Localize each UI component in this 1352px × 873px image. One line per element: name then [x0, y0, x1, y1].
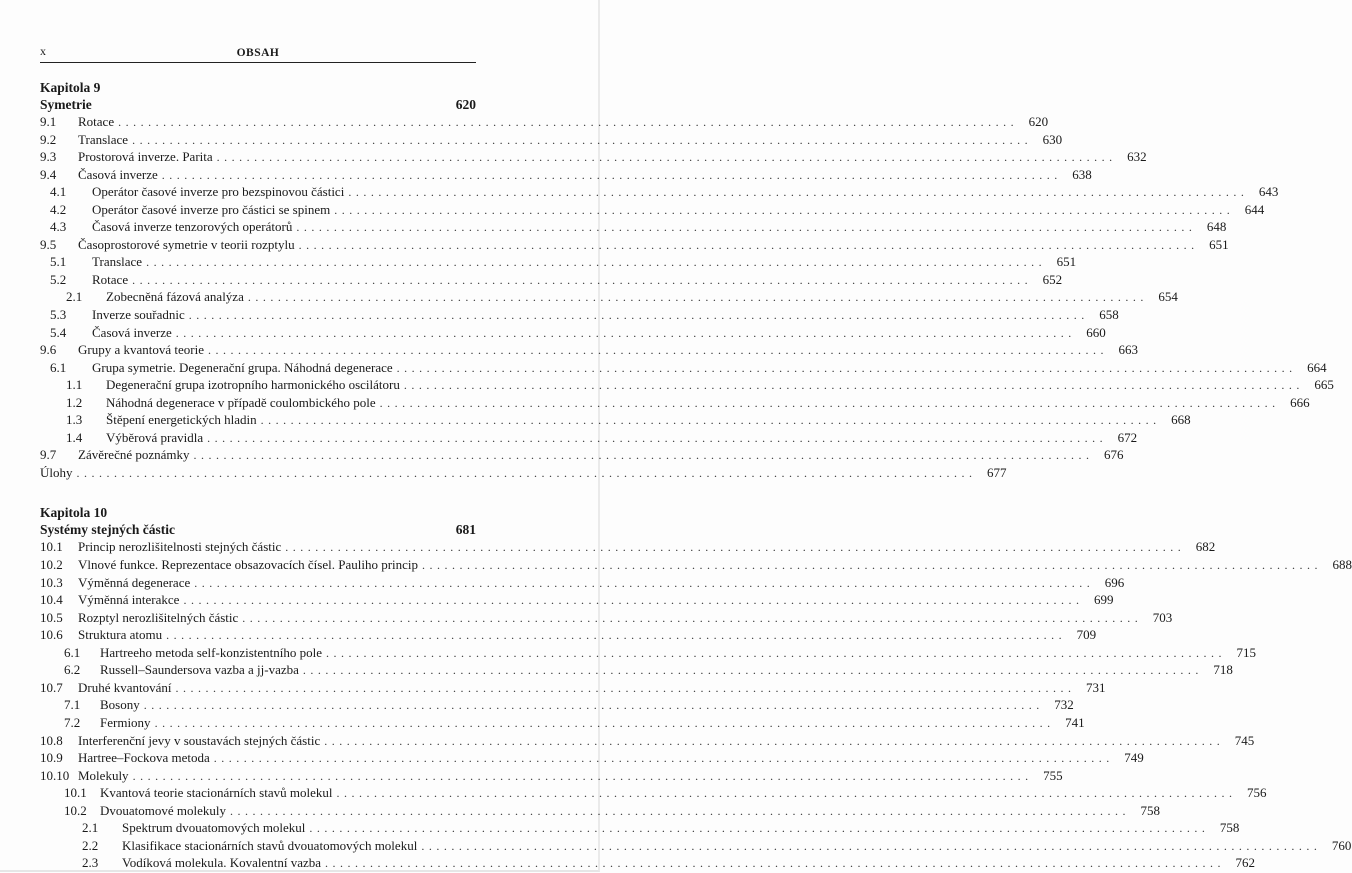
dot-leader: ........................................................................................................................ — [422, 558, 1323, 573]
entry-page: 718 — [1213, 662, 1233, 678]
dot-leader: ........................................................................................................................ — [183, 593, 1084, 608]
entry-number: 10.10 — [40, 767, 70, 783]
toc-entry[interactable] — [40, 359, 1327, 377]
entry-page: 682 — [1195, 539, 1216, 555]
dot-leader: ........................................................................................................................ — [146, 255, 1047, 270]
entry-page: 643 — [1258, 184, 1279, 200]
entry-title: Štěpení energetických hladin — [106, 412, 257, 428]
entry-number: 9.1 — [40, 114, 57, 129]
dot-leader: ........................................................................................................................ — [247, 290, 1148, 305]
dot-leader: ........................................................................................................................ — [242, 610, 1143, 625]
entry-number: 9.4 — [40, 166, 57, 182]
toc-entry[interactable] — [40, 218, 1227, 236]
entry-page: 703 — [1152, 609, 1173, 625]
dot-leader: ........................................................................................................................ — [193, 448, 1094, 463]
entry-page: 648 — [1206, 219, 1227, 235]
chapter-entries — [40, 113, 1334, 481]
toc-entry[interactable] — [40, 749, 1144, 767]
toc-entry[interactable] — [40, 306, 1119, 324]
entry-number: 4.1 — [50, 184, 67, 200]
toc-entry[interactable] — [40, 376, 1334, 394]
dot-leader: ........................................................................................................................ — [379, 395, 1280, 410]
entry-title: Grupy a kvantová teorie — [78, 342, 204, 358]
entry-number: 9.3 — [40, 149, 57, 165]
entry-page: 731 — [1086, 679, 1106, 695]
entry-title: Druhé kvantování — [78, 679, 172, 695]
entry-title: Vodíková molekula. Kovalentní vazba — [122, 855, 322, 871]
dot-leader: ........................................................................................................................ — [154, 715, 1055, 730]
entry-number: 1.4 — [66, 429, 83, 445]
toc-entry[interactable] — [40, 679, 1106, 697]
chapter-gap — [40, 481, 476, 505]
entry-page: 651 — [1209, 236, 1229, 252]
toc-entry[interactable] — [40, 661, 1233, 679]
entry-title: Vlnové funkce. Reprezentace obsazovacích čísel. Pauliho princip — [78, 557, 419, 573]
entry-title: Zobecněná fázová analýza — [106, 289, 244, 305]
entry-number: 2.1 — [66, 289, 83, 305]
chapter-10 — [40, 505, 1352, 871]
dot-leader: ........................................................................................................................ — [132, 132, 1033, 147]
dot-leader: ........................................................................................................................ — [403, 378, 1304, 393]
entry-page: 651 — [1056, 254, 1077, 270]
chapter-label: Kapitola 10 — [40, 505, 108, 521]
entry-number: 10.5 — [40, 609, 63, 625]
toc-entry[interactable] — [40, 854, 1256, 872]
toc-entry[interactable] — [40, 288, 1178, 306]
entry-number: 5.1 — [50, 254, 67, 270]
entry-page: 758 — [1140, 802, 1161, 818]
entry-number: 2.1 — [82, 820, 99, 836]
dot-leader: ........................................................................................................................ — [213, 751, 1114, 766]
entry-number: 10.7 — [40, 679, 63, 695]
toc-entry[interactable] — [40, 271, 1063, 289]
dot-leader: ........................................................................................................................ — [175, 680, 1076, 695]
entry-title: Závěrečné poznámky — [78, 447, 190, 463]
entry-title: Klasifikace stacionárních stavů dvouatomových molekul — [122, 837, 418, 853]
dot-leader: ........................................................................................................................ — [76, 465, 977, 480]
entry-page: 620 — [1028, 114, 1049, 129]
dot-leader: ........................................................................................................................ — [396, 360, 1297, 375]
entry-page: 658 — [1099, 307, 1119, 323]
dot-leader: ........................................................................................................................ — [230, 803, 1131, 818]
entry-number: 9.6 — [40, 342, 57, 358]
entry-number: 1.2 — [66, 394, 83, 410]
toc-entry[interactable] — [40, 201, 1265, 219]
entry-title: Grupa symetrie. Degenerační grupa. Náhodná degenerace — [92, 359, 393, 375]
toc-entry[interactable] — [40, 341, 1138, 359]
entry-title: Translace — [78, 131, 129, 147]
entry-page: 709 — [1076, 627, 1097, 643]
entry-page: 630 — [1042, 131, 1063, 147]
entry-page: 654 — [1158, 289, 1178, 305]
entry-page: 755 — [1043, 767, 1063, 783]
entry-number: 10.4 — [40, 592, 63, 608]
entry-page: 666 — [1290, 394, 1310, 410]
chapter-page: 681 — [455, 522, 476, 538]
toc-entry[interactable] — [40, 394, 1310, 412]
toc-entry[interactable] — [40, 236, 1229, 254]
entry-number: 9.2 — [40, 131, 57, 147]
dot-leader: ........................................................................................................................ — [334, 202, 1235, 217]
toc-entry[interactable] — [40, 429, 1138, 447]
dot-leader: ........................................................................................................................ — [132, 272, 1033, 287]
toc-entry[interactable] — [40, 591, 1114, 609]
toc-entry[interactable] — [40, 113, 1049, 131]
dot-leader: ........................................................................................................................ — [302, 663, 1203, 678]
entry-title: Fermiony — [100, 714, 151, 730]
toc-entry[interactable] — [40, 556, 1352, 574]
entry-number: 7.1 — [64, 697, 81, 713]
toc-entry[interactable] — [40, 324, 1106, 342]
toc-entry[interactable] — [40, 784, 1267, 802]
entry-title: Princip nerozlišitelnosti stejných částic — [78, 539, 282, 555]
entry-page: 696 — [1104, 574, 1125, 590]
toc-entry[interactable] — [40, 767, 1063, 785]
entry-page: 676 — [1104, 447, 1124, 463]
entry-number: 10.1 — [64, 785, 87, 801]
running-header — [40, 40, 476, 63]
toc-entry[interactable] — [40, 644, 1257, 662]
entry-title: Rotace — [92, 271, 129, 287]
entry-page: 664 — [1307, 359, 1327, 375]
dot-leader: ........................................................................................................................ — [166, 628, 1067, 643]
dot-leader: ........................................................................................................................ — [132, 768, 1033, 783]
dot-leader: ........................................................................................................................ — [298, 237, 1199, 252]
entry-page: 638 — [1072, 166, 1092, 182]
entry-page: 644 — [1244, 201, 1265, 217]
entry-title: Úlohy — [40, 464, 73, 480]
entry-title: Russell–Saundersova vazba a jj-vazba — [100, 662, 299, 678]
dot-leader: ........................................................................................................................ — [326, 645, 1227, 660]
entry-title: Výběrová pravidla — [106, 429, 204, 445]
entry-title: Dvouatomové molekuly — [100, 802, 227, 818]
entry-number: 10.2 — [64, 802, 87, 818]
entry-title: Rozptyl nerozlišitelných částic — [78, 609, 239, 625]
entry-title: Časová inverze — [78, 166, 158, 182]
entry-number: 2.2 — [82, 837, 99, 853]
entry-page: 749 — [1124, 750, 1144, 766]
dot-leader: ........................................................................................................................ — [207, 343, 1108, 358]
chapter-page: 620 — [455, 97, 476, 112]
entry-title: Časová inverze tenzorových operátorů — [92, 219, 293, 235]
entry-page: 762 — [1235, 855, 1256, 871]
entry-title: Degenerační grupa izotropního harmonického oscilátoru — [106, 377, 400, 393]
entry-page: 668 — [1171, 412, 1191, 428]
entry-number: 4.2 — [50, 201, 67, 217]
chapter-label: Kapitola 9 — [40, 80, 101, 95]
dot-leader: ........................................................................................................................ — [296, 220, 1197, 235]
entry-number: 10.3 — [40, 574, 63, 590]
dot-leader: ........................................................................................................................ — [309, 821, 1210, 836]
chapter-title-row — [40, 96, 476, 113]
entry-page: 677 — [987, 464, 1007, 480]
dot-leader: ........................................................................................................................ — [161, 167, 1062, 182]
entry-title: Translace — [92, 254, 143, 270]
entry-number: 6.1 — [50, 359, 67, 375]
entry-number: 2.3 — [82, 855, 99, 871]
chapter-title: Systémy stejných částic — [40, 522, 175, 538]
entry-page: 760 — [1331, 837, 1352, 853]
dot-leader: ........................................................................................................................ — [260, 413, 1161, 428]
entry-title: Kvantová teorie stacionárních stavů molekul — [100, 785, 333, 801]
dot-leader: ........................................................................................................................ — [285, 540, 1186, 555]
toc-entry[interactable] — [40, 696, 1074, 714]
entry-number: 10.8 — [40, 732, 63, 748]
entry-page: 660 — [1086, 324, 1106, 340]
entry-page: 745 — [1234, 732, 1255, 748]
entry-number: 5.3 — [50, 307, 67, 323]
entry-page: 665 — [1314, 377, 1334, 393]
entry-number: 6.1 — [64, 644, 81, 660]
dot-leader: ........................................................................................................................ — [188, 308, 1089, 323]
entry-title: Rotace — [78, 114, 115, 129]
toc-entry[interactable] — [40, 183, 1279, 201]
chapter-title: Symetrie — [40, 97, 92, 112]
toc-entry[interactable] — [40, 148, 1147, 166]
dot-leader: ........................................................................................................................ — [175, 325, 1076, 340]
dot-leader: ........................................................................................................................ — [336, 786, 1237, 801]
dot-leader: ........................................................................................................................ — [207, 430, 1108, 445]
toc-entry[interactable] — [40, 253, 1077, 271]
toc-entry[interactable] — [40, 802, 1161, 820]
entry-page: 632 — [1127, 149, 1147, 165]
entry-title: Inverze souřadnic — [92, 307, 185, 323]
toc-entry[interactable] — [40, 609, 1173, 627]
entry-number: 9.7 — [40, 447, 57, 463]
entry-title: Časoprostorové symetrie v teorii rozptylu — [78, 236, 295, 252]
entry-title: Výměnná degenerace — [78, 574, 191, 590]
entry-page: 715 — [1236, 644, 1257, 660]
toc-entry[interactable] — [40, 626, 1097, 644]
entry-number: 6.2 — [64, 662, 81, 678]
toc-entry[interactable] — [40, 837, 1352, 855]
entry-title: Struktura atomu — [78, 627, 163, 643]
dot-leader: ........................................................................................................................ — [194, 575, 1095, 590]
running-title: OBSAH — [236, 47, 280, 59]
entry-page: 688 — [1332, 557, 1352, 573]
toc-entry[interactable] — [40, 446, 1124, 464]
dot-leader: ........................................................................................................................ — [325, 856, 1226, 871]
entry-title: Hartree–Fockova metoda — [78, 750, 210, 766]
toc-entry[interactable] — [40, 166, 1092, 184]
entry-number: 1.3 — [66, 412, 83, 428]
entry-number: 10.9 — [40, 750, 63, 766]
chapter-9 — [40, 80, 1334, 481]
entry-number: 10.6 — [40, 627, 63, 643]
entry-title: Interferenční jevy v soustavách stejných částic — [78, 732, 321, 748]
dot-leader: ........................................................................................................................ — [143, 698, 1044, 713]
entry-page: 699 — [1093, 592, 1114, 608]
toc-entry[interactable] — [40, 819, 1240, 837]
entry-title: Prostorová inverze. Parita — [78, 149, 213, 165]
chapter-title-row — [40, 521, 476, 538]
entry-number: 10.1 — [40, 539, 63, 555]
toc-entry[interactable] — [40, 538, 1216, 556]
entry-title: Bosony — [100, 697, 140, 713]
entry-title: Časová inverze — [92, 324, 172, 340]
dot-leader: ........................................................................................................................ — [421, 838, 1322, 853]
entry-number: 5.2 — [50, 271, 67, 287]
toc-entry[interactable] — [40, 732, 1255, 750]
entry-title: Operátor časové inverze pro částici se spinem — [92, 201, 331, 217]
entry-number: 7.2 — [64, 714, 81, 730]
toc-entry[interactable] — [40, 464, 1007, 482]
entry-number: 4.3 — [50, 219, 67, 235]
entry-title: Molekuly — [78, 767, 129, 783]
toc-entry[interactable] — [40, 411, 1191, 429]
dot-leader: ........................................................................................................................ — [216, 150, 1117, 165]
entry-title: Náhodná degenerace v případě coulombického pole — [106, 394, 376, 410]
entry-page: 652 — [1042, 271, 1063, 287]
entry-page: 756 — [1246, 785, 1267, 801]
page-number: x — [40, 44, 46, 58]
entry-title: Výměnná interakce — [78, 592, 180, 608]
toc-entry[interactable] — [40, 714, 1085, 732]
entry-page: 663 — [1118, 342, 1138, 358]
entry-title: Operátor časové inverze pro bezspinovou částici — [92, 184, 345, 200]
entry-page: 672 — [1117, 429, 1138, 445]
entry-page: 732 — [1054, 697, 1074, 713]
entry-number: 9.5 — [40, 236, 57, 252]
entry-number: 1.1 — [66, 377, 83, 393]
entry-page: 758 — [1219, 820, 1240, 836]
toc-entry[interactable] — [40, 131, 1063, 149]
entry-title: Spektrum dvouatomových molekul — [122, 820, 306, 836]
entry-number: 5.4 — [50, 324, 67, 340]
entry-number: 10.2 — [40, 557, 63, 573]
table-of-contents — [40, 80, 1352, 872]
dot-leader: ........................................................................................................................ — [348, 185, 1249, 200]
dot-leader: ........................................................................................................................ — [118, 115, 1019, 129]
chapter-entries — [40, 538, 1352, 871]
dot-leader: ........................................................................................................................ — [324, 733, 1225, 748]
entry-title: Hartreeho metoda self-konzistentního pole — [100, 644, 323, 660]
entry-page: 741 — [1065, 714, 1085, 730]
toc-entry[interactable] — [40, 574, 1125, 592]
